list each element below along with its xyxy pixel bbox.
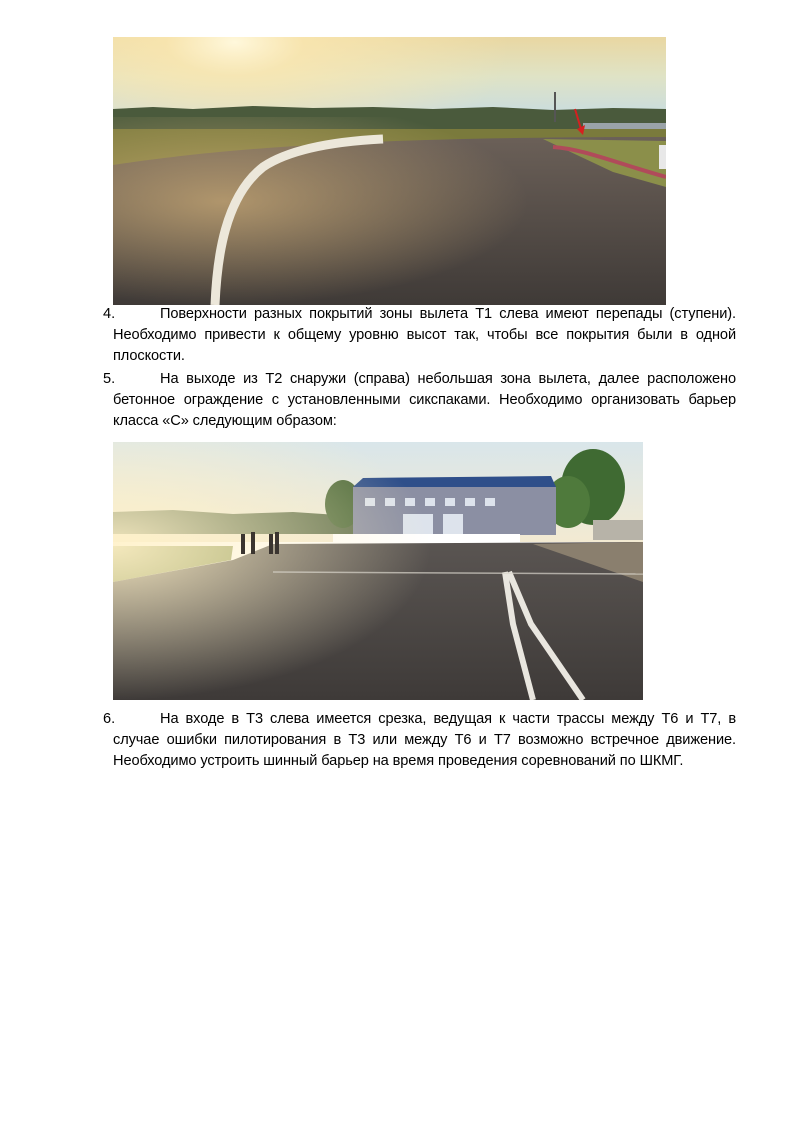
photo-t1-runoff bbox=[113, 37, 666, 305]
item-text: На выходе из Т2 снаружи (справа) небольшая зона вылета, далее расположено бетонное ограждение с установленными сикспаками. Необходимо организовать барьер класса «С» следующим образом: bbox=[113, 371, 736, 429]
list-item-5 bbox=[103, 369, 736, 432]
item-number: 5. bbox=[103, 371, 116, 387]
item-text: Поверхности разных покрытий зоны вылета Т1 слева имеют перепады (ступени). Необходимо привести к общему уровню высот так, чтобы все покрытия были в одной плоскости. bbox=[113, 306, 736, 364]
photo-t2-exit bbox=[113, 442, 643, 700]
item-text: На входе в Т3 слева имеется срезка, ведущая к части трассы между Т6 и Т7, в случае ошибки пилотирования в Т3 или между Т6 и Т7 возможно встречное движение. Необходимо устроить шинный барьер на время проведения соревнований по ШКМГ. bbox=[113, 711, 736, 769]
item-number: 4. bbox=[103, 306, 116, 322]
list-item-6 bbox=[103, 709, 736, 772]
item-number: 6. bbox=[103, 711, 116, 727]
list-item-4 bbox=[103, 304, 736, 367]
